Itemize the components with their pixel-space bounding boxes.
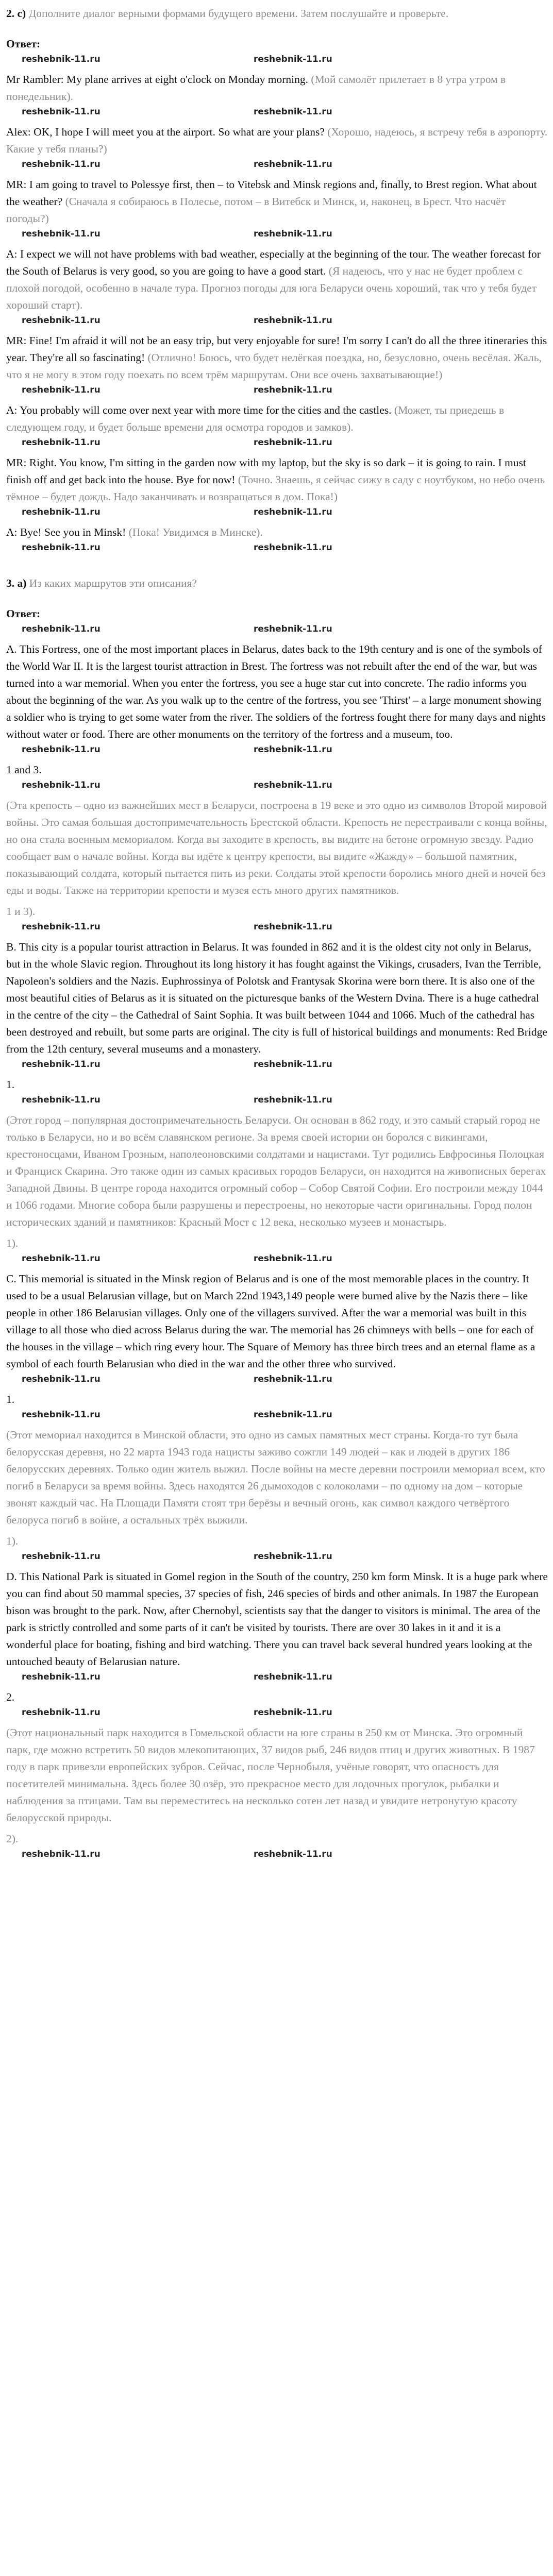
watermark-row [6,743,548,761]
dialog-line-ru: (Точно. Знаешь, я сейчас сижу в саду с ноутбуком, но небо очень тёмное – будет дождь. Надо заканчивать и возвращаться в дом. Пока!) [6,473,545,503]
description-en: B. This city is a popular tourist attraction in Belarus. It was founded in 862 and it is the oldest city not only in Belarus, but in the whole Slavic region. Throughout its long history it has fought against the Vikings, crusaders, Ivan the Terrible, Napoleon's soldiers and the Nazis. Euphrossinya of Polotsk and Frantysak Skorina were born there. It is also one of the most beautiful cities of Belarus as it is situated on the picturesque banks of the Western Dvina. There is a huge cathedral in the centre of the city – the Cathedral of Saint Sophia. It was built between 1044 and 1066. Much of the cathedral has been destroyed and rebuilt, but some parts are original. The city is full of historical buildings and monuments: Red Bridge from the 12th century, several museums and a monastery. [6,941,547,1055]
dialog-line-en: A: Bye! See you in Minsk! [6,526,126,538]
watermark: reshebnik-11.ru [22,315,100,326]
description-en: C. This memorial is situated in the Minsk region of Belarus and is one of the most memorable places in the country. It used to be a usual Belarusian village, but on March 22nd 1943,149 people were burned alive by the Nazis there – like people in other 186 Belarusian villages. Only one of the villagers survived. After the war a memorial was built in this village to all those who died across Belarus during the war. The memorial has 26 chimneys with bells – one for each of the houses in the village – which ring every hour. The Square of Memory has three birch trees and an eternal flame as a symbol of each fourth Belarusian who died in the war and the other three who survived. [6,1273,535,1370]
watermark: reshebnik-11.ru [22,1551,100,1562]
watermark: reshebnik-11.ru [22,543,100,553]
description-routes: 1. [6,1393,15,1405]
watermark-row [6,1706,548,1724]
dialog-line [6,124,548,158]
watermark-row [6,778,548,797]
watermark: reshebnik-11.ru [254,1095,332,1105]
watermark: reshebnik-11.ru [22,385,100,395]
dialog-line-en: Alex: OK, I hope I will meet you at the airport. So what are your plans? [6,126,325,138]
watermark-row [6,1093,548,1112]
watermark-row [6,158,548,176]
dialog-line-ru: (Я надеюсь, что у нас не будет проблем с плохой погодой, особенно в начале тура. Прогноз погоды для юга Беларуси очень хороший, так что у тебя будет хороший старт). [6,265,537,311]
watermark-row [6,314,548,332]
watermark-row [6,1408,548,1427]
dialog-line-ru: (Мой самолёт прилетает в 8 утра утром в понедельник). [6,73,506,103]
watermark: reshebnik-11.ru [254,385,332,395]
watermark-row [6,1058,548,1076]
watermark: reshebnik-11.ru [254,1849,332,1859]
watermark: reshebnik-11.ru [254,543,332,553]
watermark-row [6,53,548,71]
watermark-row [6,1670,548,1689]
watermark-row [6,1848,548,1866]
description-en: D. This National Park is situated in Gomel region in the South of the country, 250 km form Minsk. It is a huge park where you can find about 50 mammal species, 37 species of fish, 246 species of birds and other animals. In 1987 the European bison was brought to the park. Now, after Chernobyl, scientists say that the danger to visitors is minimal. The area of the park is strictly controlled and some parts of it can't be visited by tourists. There are over 30 lakes in it and it is a wonderful place for boating, fishing and bird watching. There you can travel back several hundred years looking at the untouched beauty of Belarusian nature. [6,1570,548,1668]
description-ru-routes: 1). [6,1237,19,1249]
watermark-row [6,1252,548,1270]
description-routes: 1 and 3. [6,764,42,776]
watermark: reshebnik-11.ru [22,1059,100,1070]
watermark: reshebnik-11.ru [254,1253,332,1264]
description-en: A. This Fortress, one of the most important places in Belarus, dates back to the 19th century and is one of the symbols of the World War II. It is the largest tourist attraction in Brest. The fortress was not rebuilt after the end of the war, but was turned into a war memorial. When you enter the fortress, you see a huge star cut into concrete. The radio informs you about the beginning of the war. As you walk up to the centre of the fortress, you see 'Thirst' – a large monument showing a soldier who is trying to get some water from the river. The soldiers of the fortress fought there for many days and nights without water or food. There are other monuments on the territory of the fortress and a museum, too. [6,643,546,740]
watermark: reshebnik-11.ru [254,107,332,117]
watermark: reshebnik-11.ru [254,780,332,790]
watermark: reshebnik-11.ru [22,744,100,755]
watermark: reshebnik-11.ru [254,315,332,326]
dialog-line [6,71,548,105]
watermark: reshebnik-11.ru [22,780,100,790]
dialog-line [6,332,548,383]
description-ru: (Этот мемориал находится в Минской области, это одно из самых памятных мест страны. Когда-то тут была белорусская деревня, но 22 марта 1943 года нацисты заживо сожгли 149 людей – как и людей в других 186 белорусских деревнях. Только один житель выжил. После войны на месте деревни построили мемориал всем, кто погиб в Беларуси за время войны. Здесь находятся 26 дымоходов с колоколами – по одному на дом – которые звонят каждый час. На Площади Памяти стоят три берёзы и вечный огонь, как символ каждого четвёртого белоруса погиб в войне, а остальных трёх выжили. [6,1429,545,1526]
task2-heading [6,5,548,22]
watermark: reshebnik-11.ru [254,159,332,170]
dialog-line-ru: (Хорошо, надеюсь, я встречу тебя в аэропорту. Какие у тебя планы?) [6,126,548,155]
watermark-row [6,227,548,246]
watermark: reshebnik-11.ru [22,54,100,64]
description-ru: (Этот город – популярная достопримечательность Беларуси. Он основан в 862 году, и это самый старый город не только в Беларуси, но и во всём славянском регионе. За время своей истории он боролся с викингами, крестоносцами, Иваном Грозным, наполеоновскими солдатами и нацистами. Тут родились Евфросинья Полоцкая и Франциск Скарина. Это также один из самых красивых городов Беларуси, он находится на живописных берегах Западной Двины. В центре города находится огромный собор – Собор Святой Софии. Его построили между 1044 и 1066 годами. Многие собора были разрушены и перестроены, но некоторые части оригинальны. Город полон исторических зданий и памятников: Красный Мост с 12 века, несколько музеев и монастырь. [6,1114,546,1228]
dialog-line [6,524,548,541]
watermark: reshebnik-11.ru [254,922,332,932]
description-ru: (Этот национальный парк находится в Гомельской области на юге страны в 250 км от Минска. Это огромный парк, где можно встретить 50 видов млекопитающих, 37 видов рыб, 246 видов птиц и других животных. В 1987 году в парк привезли европейских зубров. Сейчас, после Чернобыля, учёные говорят, что опасность для посетителей минимальна. Здесь более 30 озёр, это прекрасное место для лодочных прогулок, рыбалки и наблюдения за птицами. Там вы переместитесь на несколько сотен лет назад и увидите нетронутую красоту белорусской природы. [6,1726,535,1824]
task2-number: 2. c) [6,7,26,20]
task3-answer-label: Ответ: [6,607,41,620]
watermark: reshebnik-11.ru [22,1374,100,1384]
watermark-row [6,622,548,641]
dialog-line [6,246,548,314]
watermark-row [6,505,548,524]
watermark: reshebnik-11.ru [254,744,332,755]
watermark: reshebnik-11.ru [22,1849,100,1859]
watermark: reshebnik-11.ru [254,1551,332,1562]
task2-answer-label: Ответ: [6,38,41,50]
watermark: reshebnik-11.ru [22,624,100,634]
dialog-line-ru: (Сначала я собираюсь в Полесье, потом – в Витебск и Минск, и, наконец, в Брест. Что насчёт погоды?) [6,195,506,225]
watermark: reshebnik-11.ru [254,229,332,239]
watermark: reshebnik-11.ru [254,507,332,517]
description-routes: 2. [6,1691,15,1703]
watermark: reshebnik-11.ru [254,1410,332,1420]
watermark: reshebnik-11.ru [254,1374,332,1384]
watermark: reshebnik-11.ru [22,229,100,239]
task3-instruction: Из каких маршрутов эти описания? [29,577,197,589]
description-ru-routes: 2). [6,1833,19,1845]
dialog-line-en: A: You probably will come over next year with more time for the cities and the castles. [6,404,392,416]
watermark: reshebnik-11.ru [254,54,332,64]
watermark: reshebnik-11.ru [22,1672,100,1682]
dialog-line-en: Mr Rambler: My plane arrives at eight o'clock on Monday morning. [6,73,309,86]
dialog-line-ru: (Пока! Увидимся в Минске). [128,526,263,538]
watermark: reshebnik-11.ru [22,107,100,117]
watermark: reshebnik-11.ru [254,1672,332,1682]
task3-heading [6,575,548,592]
watermark: reshebnik-11.ru [254,624,332,634]
description-routes: 1. [6,1078,15,1091]
watermark: reshebnik-11.ru [22,1410,100,1420]
dialog-line-en: MR: Fine! I'm afraid it will not be an easy trip, but very enjoyable for sure! I'm sorry I can't do all the three itineraries this year. They're all so fascinating! [6,334,547,364]
watermark: reshebnik-11.ru [22,1095,100,1105]
watermark: reshebnik-11.ru [22,507,100,517]
dialog-line [6,176,548,227]
watermark: reshebnik-11.ru [22,922,100,932]
watermark-row [6,105,548,124]
watermark-row [6,920,548,939]
dialog-line [6,402,548,436]
dialog-line-en: A: I expect we will not have problems with bad weather, especially at the beginning of the tour. The weather forecast for the South of Belarus is very good, so you are going to have a good start. [6,248,541,277]
description-ru-routes: 1 и 3). [6,905,36,918]
watermark-row [6,1372,548,1391]
watermark-row [6,436,548,454]
dialog-line-ru: (Может, ты приедешь в следующем году, и будет больше времени для осмотра городов и замков). [6,404,505,433]
task3-number: 3. a) [6,577,27,589]
dialog-line [6,454,548,505]
dialog-line-ru: (Отлично! Боюсь, что будет нелёгкая поездка, но, безусловно, очень весёлая. Жаль, что я не могу в этом году поехать по всем трём маршрутам. Они все очень захватывающие!) [6,351,542,381]
watermark: reshebnik-11.ru [254,1059,332,1070]
description-ru-routes: 1). [6,1535,19,1547]
watermark-row [6,1550,548,1568]
dialog-line-en: MR: Right. You know, I'm sitting in the garden now with my laptop, but the sky is so dark – it is going to rain. I must finish off and get back into the house. Bye for now! [6,456,526,486]
watermark: reshebnik-11.ru [22,437,100,448]
watermark: reshebnik-11.ru [254,437,332,448]
watermark: reshebnik-11.ru [254,1707,332,1718]
watermark: reshebnik-11.ru [22,1707,100,1718]
watermark: reshebnik-11.ru [22,1253,100,1264]
watermark: reshebnik-11.ru [22,159,100,170]
watermark-row [6,383,548,402]
task2-instruction: Дополните диалог верными формами будущего времени. Затем послушайте и проверьте. [28,7,449,20]
description-ru: (Эта крепость – одно из важнейших мест в Беларуси, построена в 19 веке и это одно из символов Второй мировой войны. Это самая большая достопримечательность Брестской области. Крепость не перестраивали с конца войны, но она стала военным мемориалом. Когда вы заходите в крепость, вы видите на бетоне огромную звезду. Радио сообщает вам о начале войны. Когда вы идёте к центру крепости, вы видите «Жажду» – большой памятник, показывающий солдата, который пытается пить из реки. Солдаты этой крепости боролись много дней и ночей без еды и воды. Также на территории крепости и музея есть много других памятников. [6,799,547,896]
dialog-line-en: MR: I am going to travel to Polessye first, then – to Vitebsk and Minsk regions and, finally, to Brest region. What about the weather? [6,178,537,208]
watermark-row [6,541,548,560]
